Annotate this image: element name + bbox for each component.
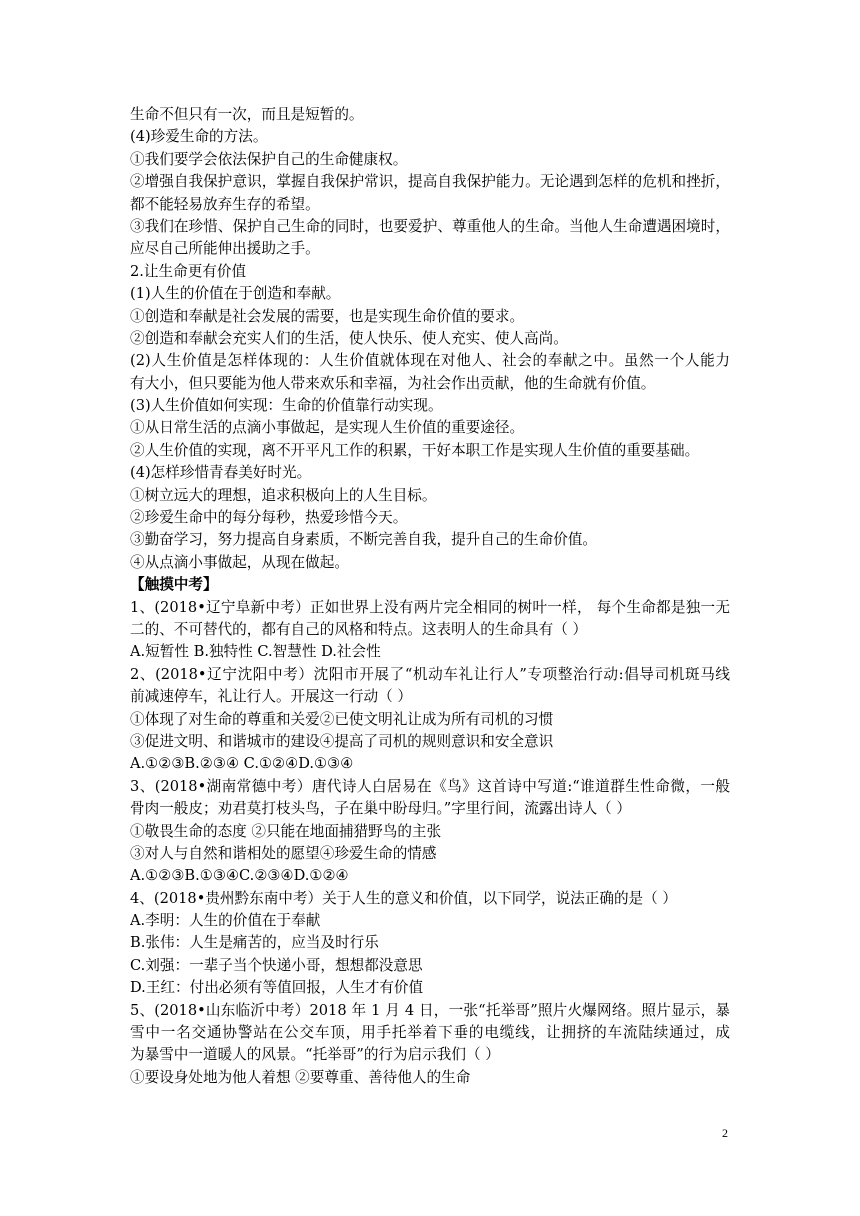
text-line: 2.让生命更有价值 — [130, 262, 247, 280]
text-line: ③促进文明、和谐城市的建设④提高了司机的规则意识和安全意识 — [130, 732, 554, 750]
text-line: ①从日常生活的点滴小事做起，是实现人生价值的重要途径。 — [130, 419, 525, 437]
text-line: A.①②③B.②③④ C.①②④D.①③④ — [130, 755, 354, 773]
text-line: (4)珍爱生命的方法。 — [130, 128, 268, 146]
text-line: A.①②③B.①③④C.②③④D.①②④ — [130, 867, 349, 885]
text-line: ①敬畏生命的态度 ②只能在地面捕猎野鸟的主张 — [130, 822, 442, 840]
text-line: (1)人生的价值在于创造和奉献。 — [130, 285, 341, 303]
text-line: (4)怎样珍惜青春美好时光。 — [130, 464, 312, 482]
text-line: ①我们要学会依法保护自己的生命健康权。 — [130, 150, 408, 168]
text-line: A.短暂性 B.独特性 C.智慧性 D.社会性 — [130, 643, 381, 661]
document-body — [130, 104, 730, 1089]
text-line: 2、(2018•辽宁沈阳中考）沈阳市开展了“机动车礼让行人”专项整治行动:倡导司机斑马线 — [130, 665, 730, 683]
text-line: A.李明：人生的价值在于奉献 — [130, 912, 321, 930]
text-line: D.王红：付出必须有等值回报，人生才有价值 — [130, 979, 424, 997]
text-line: 都不能轻易放弃生存的希望。 — [130, 195, 320, 213]
text-line: 4、(2018•贵州黔东南中考）关于人生的意义和价值，以下同学，说法正确的是（ ） — [130, 889, 677, 907]
text-line: ①体现了对生命的尊重和关爱②已使文明礼让成为所有司机的习惯 — [130, 710, 554, 728]
text-line: ①树立远大的理想，追求积极向上的人生目标。 — [130, 486, 437, 504]
text-line: 3、(2018•湖南常德中考）唐代诗人白居易在《鸟》这首诗中写道:“谁道群生性命微，一般 — [130, 777, 730, 795]
text-line: 二的、不可替代的，都有自己的风格和特点。这表明人的生命具有（ ） — [130, 620, 588, 638]
text-line: ③对人与自然和谐相处的愿望④珍爱生命的情感 — [130, 844, 437, 862]
text-line: ②人生价值的实现，离不开平凡工作的积累，干好本职工作是实现人生价值的重要基础。 — [130, 441, 700, 459]
section-heading: 【触摸中考】 — [130, 576, 218, 594]
text-line: (3)人生价值如何实现：生命的价值靠行动实现。 — [130, 397, 443, 415]
text-line: ③我们在珍惜、保护自己生命的同时，也要爱护、尊重他人的生命。当他人生命遭遇困境时， — [130, 217, 730, 235]
text-line: 有大小，但只要能为他人带来欢乐和幸福，为社会作出贡献，他的生命就有价值。 — [130, 374, 656, 392]
page-number: 2 — [722, 1126, 728, 1140]
text-line: ④从点滴小事做起，从现在做起。 — [130, 553, 349, 571]
text-line: 前减速停车，礼让行人。开展这一行动（ ） — [130, 688, 412, 706]
text-line: ③勤奋学习，努力提高自身素质，不断完善自我，提升自己的生命价值。 — [130, 531, 598, 549]
text-line: ②增强自我保护意识，掌握自我保护常识，提高自我保护能力。无论遇到怎样的危机和挫折， — [130, 173, 730, 191]
text-line: 为暴雪中一道暖人的风景。“托举哥”的行为启示我们（ ） — [130, 1046, 500, 1064]
text-line: 5、(2018•山东临沂中考）2018 年 1 月 4 日，一张“托举哥”照片火爆网络。照片显示，暴 — [130, 1001, 730, 1019]
text-line: (2)人生价值是怎样体现的：人生价值就体现在对他人、社会的奉献之中。虽然一个人能力 — [130, 352, 730, 370]
text-line: ②创造和奉献会充实人们的生活，使人快乐、使人充实、使人高尚。 — [130, 329, 568, 347]
text-line: 1、(2018•辽宁阜新中考）正如世界上没有两片完全相同的树叶一样， 每个生命都是独一无 — [130, 598, 730, 616]
text-line: 雪中一名交通协警站在公交车顶，用手托举着下垂的电缆线，让拥挤的车流陆续通过，成 — [130, 1024, 730, 1042]
text-line: B.张伟：人生是痛苦的，应当及时行乐 — [130, 934, 379, 952]
text-line: 应尽自己所能伸出援助之手。 — [130, 240, 320, 258]
text-line: ②珍爱生命中的每分每秒，热爱珍惜今天。 — [130, 509, 408, 527]
text-line: 生命不但只有一次，而且是短暂的。 — [130, 106, 364, 123]
text-line: ①创造和奉献是社会发展的需要，也是实现生命价值的要求。 — [130, 307, 525, 325]
text-line: ①要设身处地为他人着想 ②要尊重、善待他人的生命 — [130, 1068, 471, 1086]
text-line: C.刘强：一辈子当个快递小哥，想想都没意思 — [130, 956, 423, 974]
text-line: 骨肉一般皮；劝君莫打枝头鸟，子在巢中盼母归。”字里行间，流露出诗人（ ） — [130, 800, 631, 818]
